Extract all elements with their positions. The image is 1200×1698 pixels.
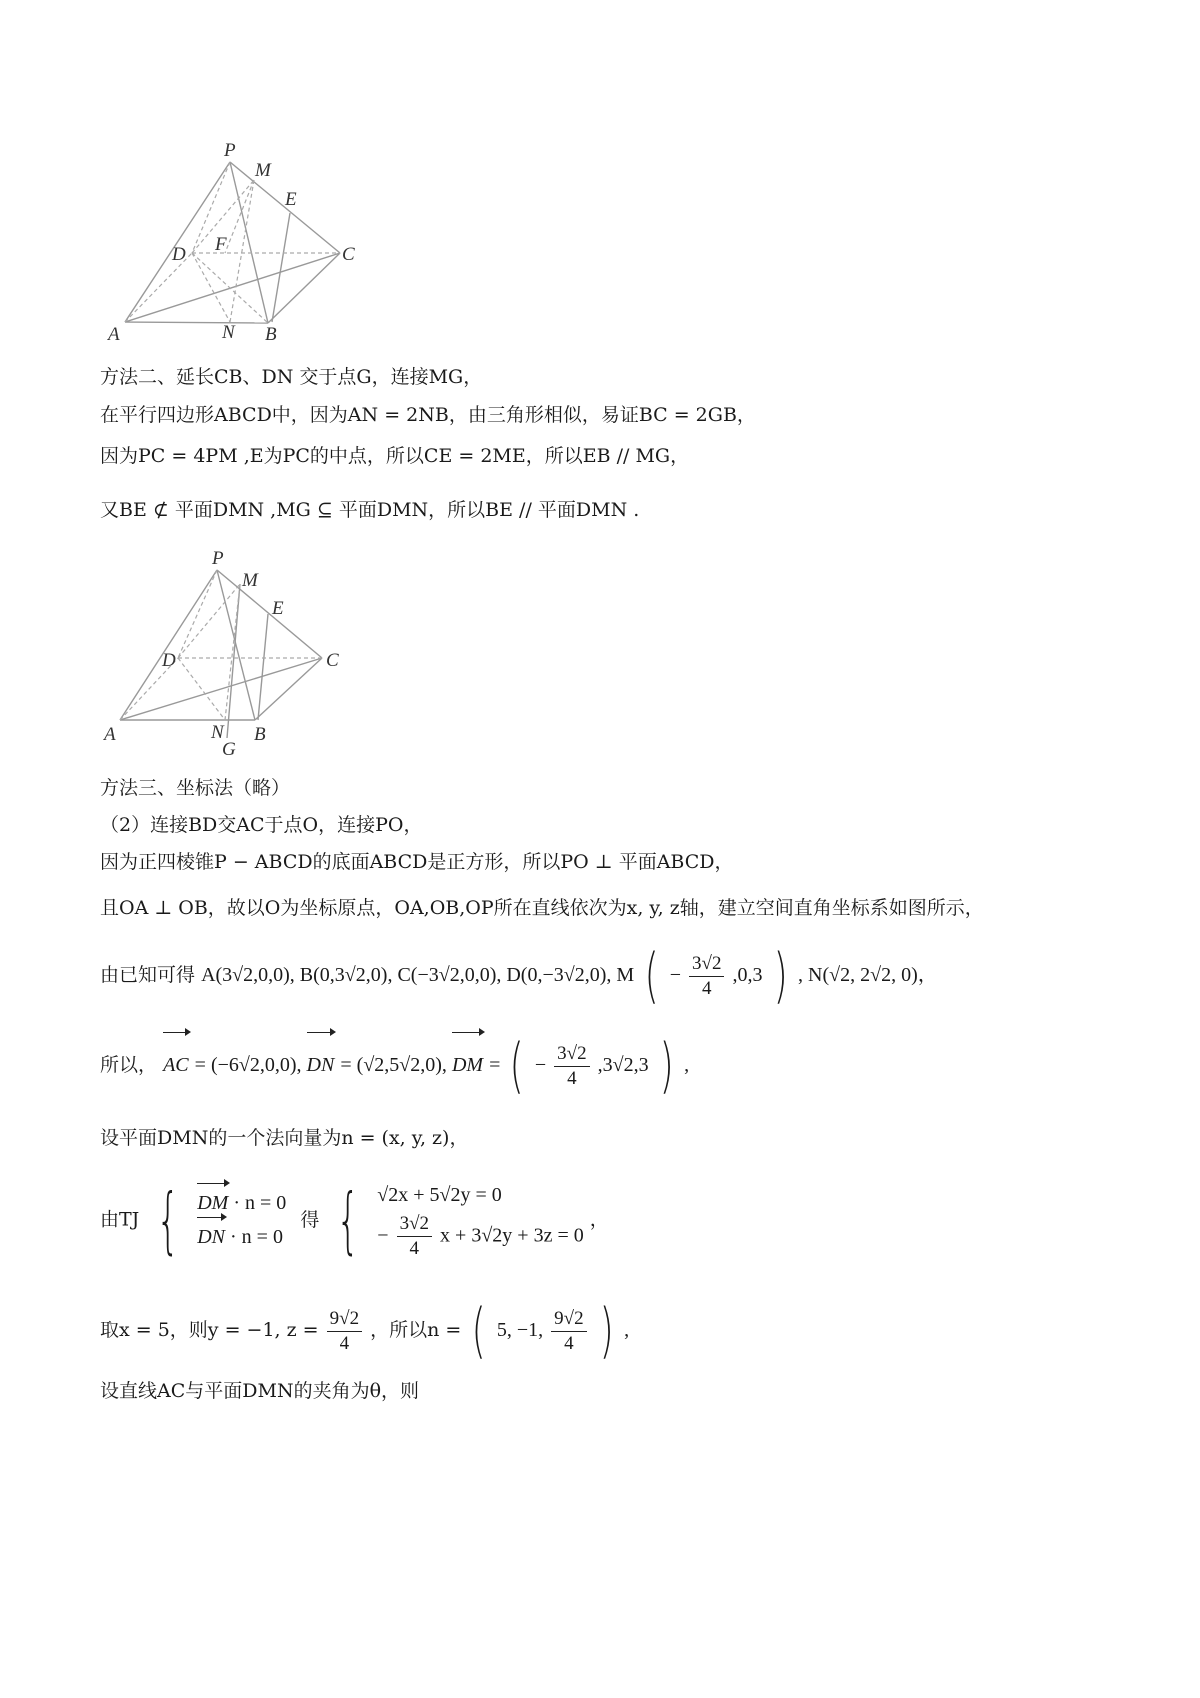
label-N: N [222,322,235,343]
condition-system [197,1186,286,1254]
label-A: A [108,324,120,345]
system-prefix: 由TJ [100,1208,140,1231]
label-C: C [326,650,339,671]
fraction-eq [397,1212,432,1261]
system-tail: ， [589,1208,609,1231]
vector-ac-value: = (−6√2,0,0), [194,1054,307,1076]
solution-line [100,1296,630,1366]
vectors-prefix: 所以， [100,1054,158,1076]
vector-dn: DN [307,1035,335,1095]
text-line-1: 方法二、延长CB、DN 交于点G，连接MG， [100,366,483,388]
minus: − [377,1224,389,1247]
label-D: D [172,244,186,265]
vector-dm-rest: ,3√2,3 [597,1054,649,1076]
label-E: E [272,598,284,619]
vector-dm: DM [452,1035,483,1095]
left-paren: ( [472,1296,487,1366]
text-line-6: （2）连接BD交AC于点O，连接PO， [100,814,423,836]
label-P: P [224,140,236,161]
normal-components: 5, −1, [496,1319,544,1341]
label-C: C [342,244,355,265]
label-E: E [285,189,297,210]
solution-prefix: 取x = 5，则y = −1, z = [100,1319,325,1341]
text-line-4: 又BE ⊄ 平面DMN ,MG ⊆ 平面DMN，所以BE // 平面DMN . [100,499,640,521]
minus: − [534,1054,547,1076]
condition-row-2 [197,1220,286,1254]
left-brace: { [156,1177,180,1262]
fraction-denominator: 4 [564,1332,574,1354]
vector-ac: AC [163,1035,189,1095]
equation-row-1: √2x + 5√2y = 0 [377,1184,502,1206]
label-F: F [215,234,227,255]
de-word: 得 [300,1208,320,1231]
comma: , [624,1319,630,1341]
fraction-z [327,1307,362,1356]
label-G: G [222,739,236,760]
fraction-numerator: 9√2 [327,1307,362,1332]
pyramid-figure-1-svg [100,140,390,370]
left-paren: ( [644,941,659,1011]
fraction-denominator: 4 [567,1067,577,1089]
text-line-8: 且OA ⊥ OB，故以O为坐标原点，OA,OB,OP所在直线依次为x, y, z轴，建立空间直角坐标系如图所示， [100,897,984,919]
coords-minus: − [669,964,681,986]
equation-row-2-rest: x + 3√2y + 3z = 0 [440,1224,584,1247]
fraction-numerator: 3√2 [689,952,724,977]
vector-dm: DM [197,1186,228,1220]
equation-system [377,1178,584,1261]
right-paren: ) [773,941,788,1011]
fraction-numerator: 3√2 [397,1212,432,1237]
condition-row-1 [197,1186,286,1220]
right-paren: ) [599,1296,614,1366]
left-brace: { [336,1177,360,1262]
coords-n: , N(√2, 2√2, 0)， [798,964,938,986]
left-paren: ( [510,1031,525,1101]
right-paren: ) [659,1031,674,1101]
fraction-nz [551,1307,586,1356]
condition-1-rest: · n = 0 [228,1191,287,1214]
pyramid-figure-2 [100,548,370,770]
fraction-numerator: 9√2 [551,1307,586,1332]
pyramid-figure-2-svg [100,548,370,770]
fraction-denominator: 4 [701,977,712,999]
coords-m-rest: ,0,3 [732,964,763,986]
label-P: P [212,548,224,569]
text-line-3: 因为PC = 4PM ,E为PC的中点，所以CE = 2ME，所以EB // MG， [100,445,690,467]
label-N: N [211,722,224,743]
fraction-dm-x [554,1042,589,1091]
text-line-11: 设平面DMN的一个法向量为n = (x, y, z)， [100,1127,469,1149]
label-D: D [162,650,176,671]
equals: = [489,1054,506,1076]
pyramid-figure-1 [100,140,390,370]
vector-dn-value: = (√2,5√2,0), [340,1054,452,1076]
comma: , [684,1054,690,1076]
vector-dn: DN [197,1220,225,1254]
coords-prefix: 由已知可得 [100,964,196,986]
vectors-line [100,1031,690,1101]
condition-2-rest: · n = 0 [225,1225,283,1248]
label-B: B [254,724,266,745]
text-line-5: 方法三、坐标法（略） [100,777,291,799]
equation-row-2 [377,1212,584,1261]
text-line-14: 设直线AC与平面DMN的夹角为θ，则 [100,1380,420,1402]
label-B: B [265,324,277,345]
text-line-7: 因为正四棱锥P − ABCD的底面ABCD是正方形，所以PO ⊥ 平面ABCD， [100,851,734,873]
label-A: A [104,724,116,745]
coordinates-line [100,941,938,1011]
label-M: M [255,160,271,181]
solution-middle: ，所以n = [370,1319,468,1341]
coords-points: A(3√2,0,0), B(0,3√2,0), C(−3√2,0,0), D(0,−3√2,0), M [201,964,635,986]
fraction-numerator: 3√2 [554,1042,589,1067]
fraction-denominator: 4 [409,1238,420,1259]
text-line-2: 在平行四边形ABCD中，因为AN = 2NB，由三角形相似，易证BC = 2GB， [100,404,756,426]
fraction-denominator: 4 [339,1332,350,1354]
label-M: M [242,570,258,591]
system-line [100,1178,609,1261]
fraction-m-x [689,952,724,1001]
